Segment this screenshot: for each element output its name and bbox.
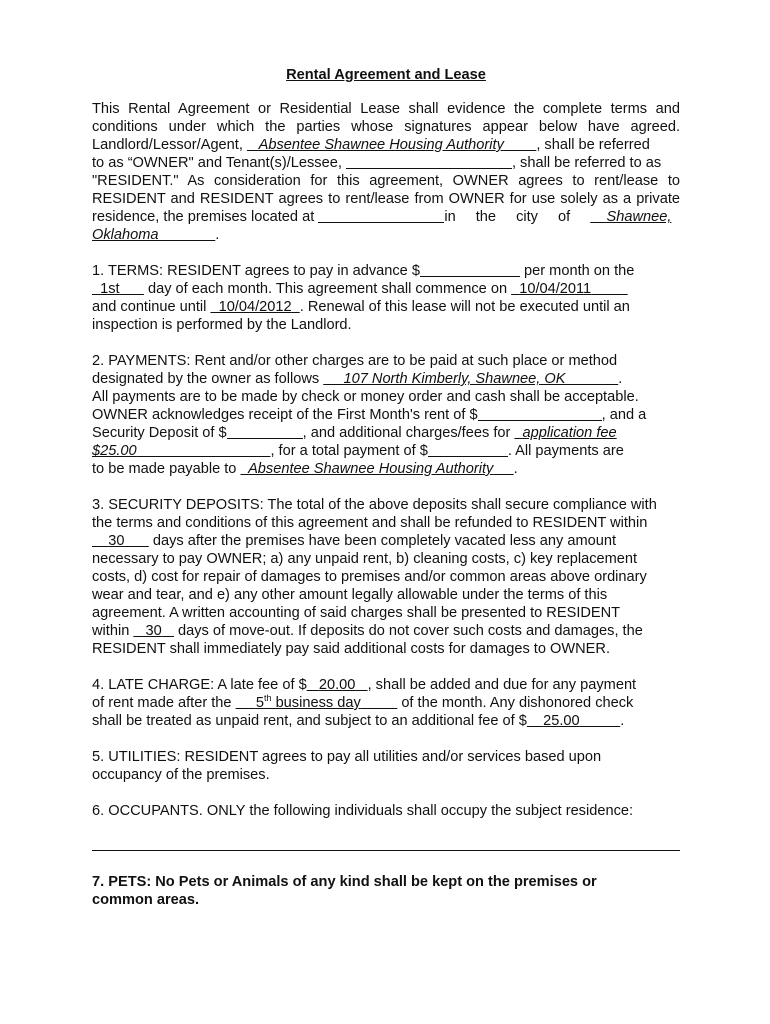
intro-line-2: conditions under which the parties whose signatures appear below have agreed. — [92, 119, 680, 135]
payments-text: Security Deposit of $ — [92, 425, 227, 441]
total-payment-field[interactable] — [428, 442, 508, 457]
payments-text: , for a total payment of $ — [270, 443, 428, 459]
late-line-1 — [92, 676, 680, 694]
occupants-entry-line[interactable] — [92, 850, 680, 851]
payment-location-field[interactable] — [323, 371, 618, 387]
payments-text: , and additional charges/fees for — [302, 425, 515, 441]
dishonored-check-fee-value: 25.00 — [543, 713, 580, 729]
terms-text: . Renewal of this lease will not be executed until an — [299, 299, 630, 315]
tenant-field[interactable] — [346, 154, 512, 169]
late-text: , shall be added and due for any payment — [367, 677, 637, 693]
intro-text: . — [215, 227, 220, 243]
terms-line-3 — [92, 298, 680, 316]
accounting-days-field[interactable] — [133, 623, 174, 639]
occupants-line-1: 6. OCCUPANTS. ONLY the following individuals shall occupy the subject residence: — [92, 803, 634, 819]
utilities-line-2: occupancy of the premises. — [92, 767, 270, 783]
payments-line-7 — [92, 460, 680, 478]
payments-line-3: All payments are to be made by check or money order and cash shall be acceptable. — [92, 389, 639, 405]
refund-days-value: 30 — [108, 533, 125, 549]
security-line-6: wear and tear, and e) any other amount legally allowable under the terms of this — [92, 587, 608, 603]
intro-line-4 — [92, 154, 680, 172]
additional-fee-field[interactable] — [92, 443, 270, 459]
late-text: 4. LATE CHARGE: A late fee of $ — [92, 677, 307, 693]
additional-charges-value: application fee — [522, 425, 617, 441]
terms-paragraph — [92, 262, 680, 334]
security-line-9: RESIDENT shall immediately pay said additional costs for damages to OWNER. — [92, 641, 611, 657]
payments-text: to be made payable to — [92, 461, 241, 477]
intro-line-3 — [92, 136, 680, 154]
security-line-8 — [92, 622, 680, 640]
pets-text: PETS: No Pets or Animals of any kind shall be kept on the premises or — [108, 874, 597, 890]
payments-text: . All payments are — [507, 443, 624, 459]
intro-line-7 — [92, 208, 680, 226]
document-page — [92, 66, 680, 927]
security-text: days of move-out. If deposits do not cover such costs and damages, the — [173, 623, 643, 639]
terms-line-4: inspection is performed by the Landlord. — [92, 317, 352, 333]
occupants-paragraph — [92, 802, 680, 820]
security-line-3 — [92, 532, 680, 550]
payments-paragraph — [92, 352, 680, 478]
landlord-field[interactable] — [247, 137, 536, 153]
security-line-5: costs, d) cost for repair of damages to premises and/or common areas above ordinary — [92, 569, 647, 585]
late-day-suffix: th — [264, 693, 272, 704]
end-date-value: 10/04/2012 — [218, 299, 292, 315]
security-line-7: agreement. A written accounting of said charges shall be presented to RESIDENT — [92, 605, 621, 621]
terms-text: per month on the — [519, 263, 635, 279]
accounting-days-value: 30 — [145, 623, 162, 639]
intro-text: Landlord/Lessor/Agent, — [92, 137, 247, 153]
terms-text: day of each month. This agreement shall commence on — [143, 281, 512, 297]
state-field[interactable] — [92, 227, 215, 243]
security-deposit-field[interactable] — [227, 424, 303, 439]
security-text: days after the premises have been completely vacated less any amount — [148, 533, 617, 549]
refund-days-field[interactable] — [92, 533, 149, 549]
pets-line-1 — [92, 873, 680, 891]
payments-line-1: 2. PAYMENTS: Rent and/or other charges are to be paid at such place or method — [92, 353, 618, 369]
security-text: within — [92, 623, 134, 639]
intro-text: in the city of — [444, 209, 591, 225]
intro-text: residence, the premises located at — [92, 209, 319, 225]
late-day-label: business day — [271, 695, 361, 711]
pets-number: 7. — [92, 874, 109, 890]
state-value: Oklahoma — [92, 227, 159, 243]
payments-line-4 — [92, 406, 680, 424]
late-fee-value: 20.00 — [318, 677, 356, 693]
intro-line-8 — [92, 226, 680, 244]
security-paragraph — [92, 496, 680, 658]
payments-line-5 — [92, 424, 680, 442]
late-line-2 — [92, 694, 680, 712]
payments-line-6 — [92, 442, 680, 460]
due-day-value: 1st — [100, 281, 120, 297]
payments-text: designated by the owner as follows — [92, 371, 324, 387]
city-value: Shawnee, — [606, 209, 672, 225]
start-date-value: 10/04/2011 — [519, 281, 592, 297]
pets-line-2: common areas. — [92, 892, 200, 908]
late-text: . — [620, 713, 625, 729]
intro-text: , shall be referred — [536, 137, 650, 153]
additional-charges-field[interactable] — [514, 425, 616, 441]
monthly-rent-field[interactable] — [420, 262, 520, 277]
intro-line-1: This Rental Agreement or Residential Lease shall evidence the complete terms and — [92, 101, 680, 117]
document-title: Rental Agreement and Lease — [286, 67, 486, 83]
security-line-2: the terms and conditions of this agreement and shall be refunded to RESIDENT within — [92, 515, 648, 531]
intro-paragraph — [92, 100, 680, 244]
due-day-field[interactable] — [92, 281, 144, 297]
late-text: of rent made after the — [92, 695, 236, 711]
payment-location-value: 107 North Kimberly, Shawnee, OK — [343, 371, 566, 387]
landlord-value: Absentee Shawnee Housing Authority — [258, 137, 504, 153]
start-date-field[interactable] — [511, 281, 628, 297]
intro-line-5: "RESIDENT." As consideration for this agreement, OWNER agrees to rent/lease to — [92, 173, 680, 189]
utilities-line-1: 5. UTILITIES: RESIDENT agrees to pay all utilities and/or services based upon — [92, 749, 602, 765]
city-field[interactable] — [590, 209, 671, 225]
payments-line-2 — [92, 370, 680, 388]
late-day-value: 5 — [255, 695, 264, 711]
first-month-rent-field[interactable] — [478, 406, 602, 421]
late-text: of the month. Any dishonored check — [397, 695, 634, 711]
terms-line-1 — [92, 262, 680, 280]
additional-fee-value: $25.00 — [92, 443, 137, 459]
payable-to-value: Absentee Shawnee Housing Authority — [248, 461, 494, 477]
security-line-1: 3. SECURITY DEPOSITS: The total of the above deposits shall secure compliance with — [92, 497, 657, 513]
end-date-field[interactable] — [210, 299, 299, 315]
late-day-field[interactable] — [236, 695, 398, 711]
late-charge-paragraph — [92, 676, 680, 730]
premises-address-field[interactable] — [318, 208, 444, 223]
terms-text: and continue until — [92, 299, 211, 315]
payments-text: OWNER acknowledges receipt of the First Month's rent of $ — [92, 407, 478, 423]
late-fee-field[interactable] — [307, 677, 368, 693]
payments-text: . — [513, 461, 518, 477]
late-line-3 — [92, 712, 680, 730]
intro-line-6: RESIDENT and RESIDENT agrees to rent/lease from OWNER for use solely as a private — [92, 191, 680, 207]
intro-text: , shall be referred to as — [511, 155, 662, 171]
intro-text: to as “OWNER" and Tenant(s)/Lessee, — [92, 155, 346, 171]
security-line-4: necessary to pay OWNER; a) any unpaid rent, b) cleaning costs, c) key replacement — [92, 551, 638, 567]
payable-to-field[interactable] — [240, 461, 513, 477]
terms-line-2 — [92, 280, 680, 298]
payments-text: , and a — [601, 407, 647, 423]
utilities-paragraph — [92, 748, 680, 784]
dishonored-check-fee-field[interactable] — [527, 713, 620, 729]
terms-text: 1. TERMS: RESIDENT agrees to pay in advance $ — [92, 263, 420, 279]
late-text: shall be treated as unpaid rent, and subject to an additional fee of $ — [92, 713, 527, 729]
payments-text: . — [618, 371, 623, 387]
pets-paragraph — [92, 873, 680, 909]
